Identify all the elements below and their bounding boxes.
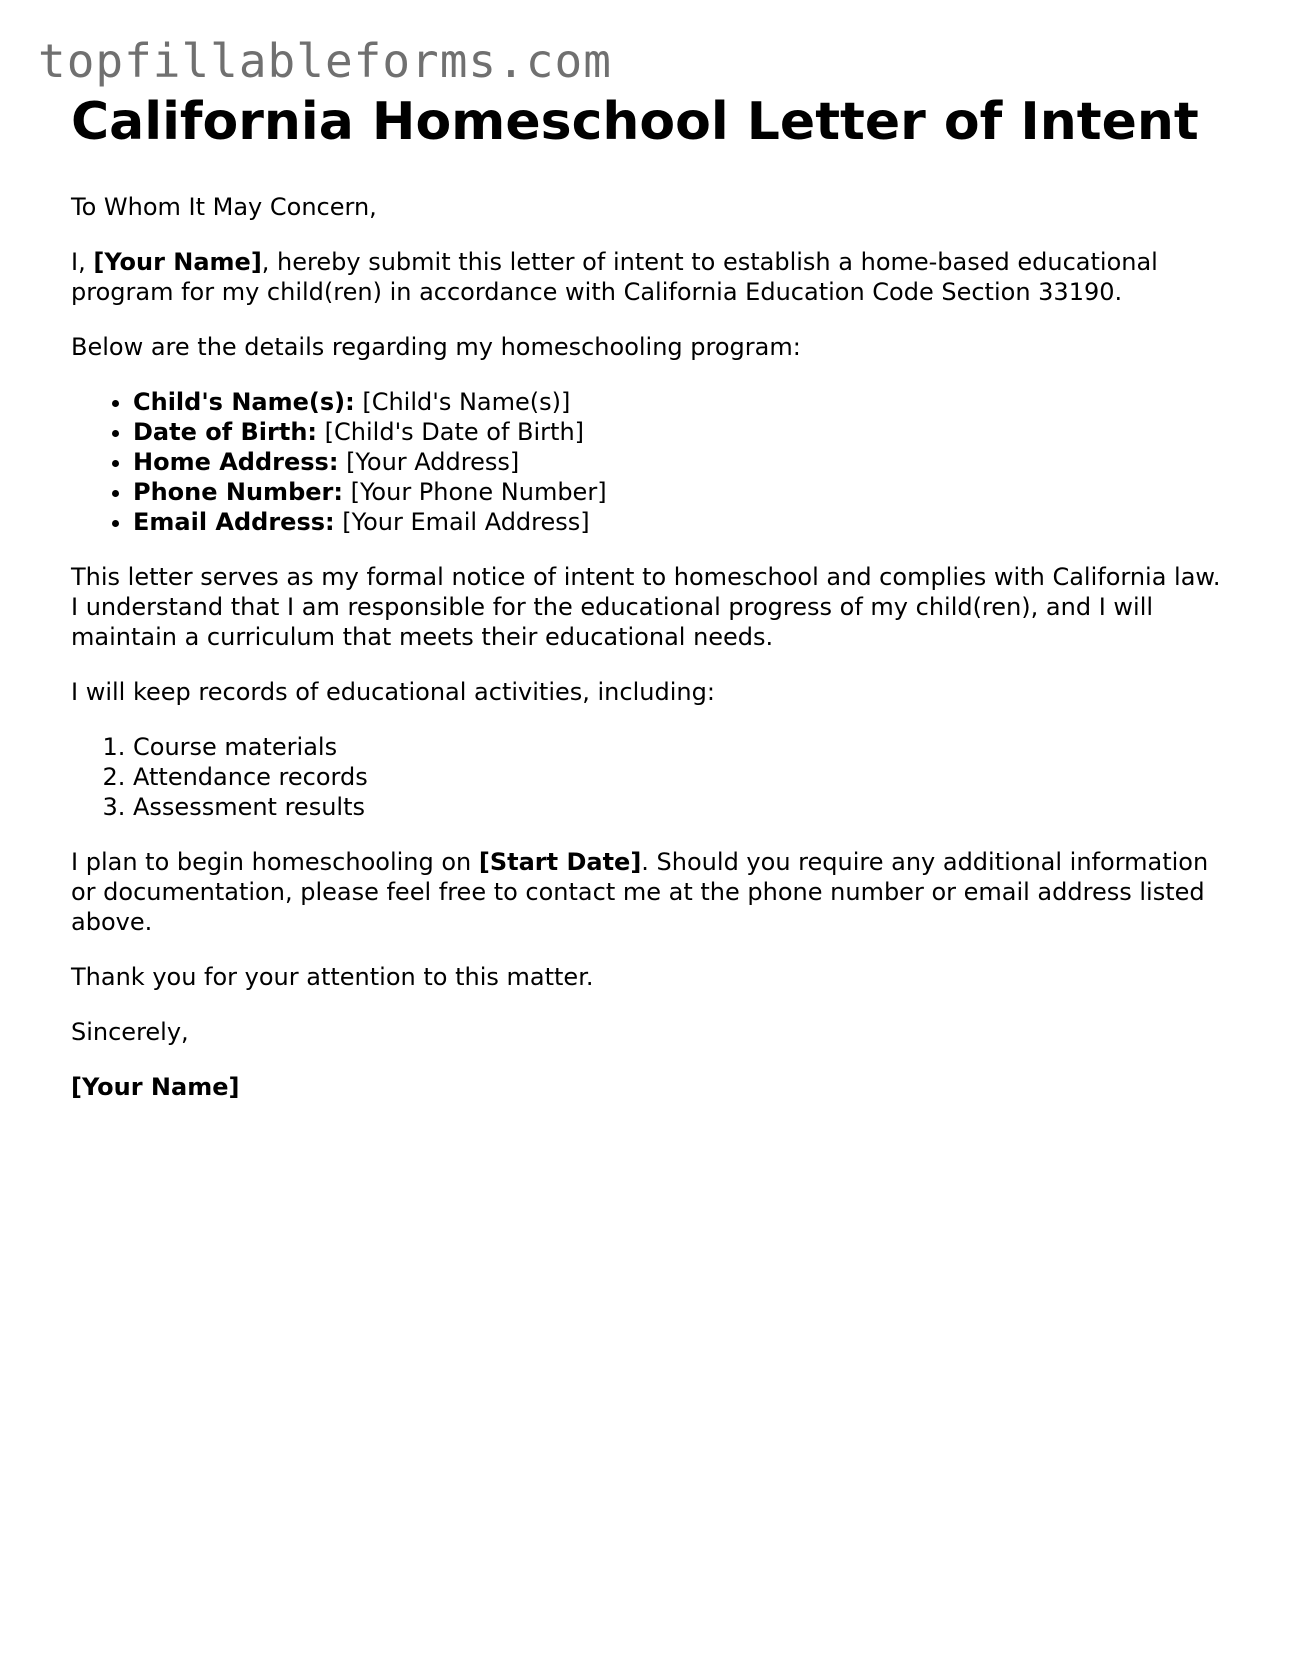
watermark: topfillableforms.com [38,34,612,88]
intro-paragraph [71,247,1231,307]
detail-label: Email Address: [133,508,335,536]
letter-document [71,88,1231,1127]
record-item: 2. Attendance records [133,762,1231,792]
detail-value: [Your Email Address] [334,508,590,536]
details-list [71,387,1231,537]
start-paragraph [71,847,1231,937]
detail-item-email-address [133,507,1231,537]
start-prefix: I plan to begin homeschooling on [71,848,479,876]
detail-value: [Your Address] [338,448,520,476]
records-lead: I will keep records of educational activities, including: [71,678,715,706]
start-date-placeholder: [Start Date] [478,848,642,876]
detail-value: [Child's Name(s)] [354,388,571,416]
detail-item-phone-number [133,477,1231,507]
record-item: 1. Course materials [133,732,1231,762]
records-list [71,732,1231,822]
detail-label: Home Address: [133,448,339,476]
detail-value: [Your Phone Number] [342,478,607,506]
signature-line [71,1072,1231,1102]
start-suffix: . Should you require any additional information or documentation, please feel free to contact me at the phone number or email address listed above. [71,848,1209,936]
salutation: To Whom It May Concern, [71,193,377,221]
thanks-line: Thank you for your attention to this matter. [71,963,594,991]
intro-prefix: I, [71,248,94,276]
closing-line: Sincerely, [71,1018,189,1046]
detail-value: [Child's Date of Birth] [317,418,585,446]
detail-item-home-address [133,447,1231,477]
detail-label: Phone Number: [133,478,343,506]
page-title: California Homeschool Letter of Intent [71,92,1199,152]
notice-paragraph: This letter serves as my formal notice of intent to homeschool and complies with California law. I understand that I am responsible for the educational progress of my child(ren), and I will maintain a curriculum that meets their educational needs. [71,563,1221,651]
detail-label: Child's Name(s): [133,388,355,416]
details-lead: Below are the details regarding my homeschooling program: [71,333,801,361]
intro-suffix: , hereby submit this letter of intent to establish a home-based educational program for my child(ren) in accordance with California Education Code Section 33190. [71,248,1158,306]
your-name-placeholder: [Your Name] [93,248,262,276]
signature-name-placeholder: [Your Name] [71,1073,240,1101]
detail-item-child-name [133,387,1231,417]
record-item: 3. Assessment results [133,792,1231,822]
detail-label: Date of Birth: [133,418,318,446]
detail-item-date-of-birth [133,417,1231,447]
